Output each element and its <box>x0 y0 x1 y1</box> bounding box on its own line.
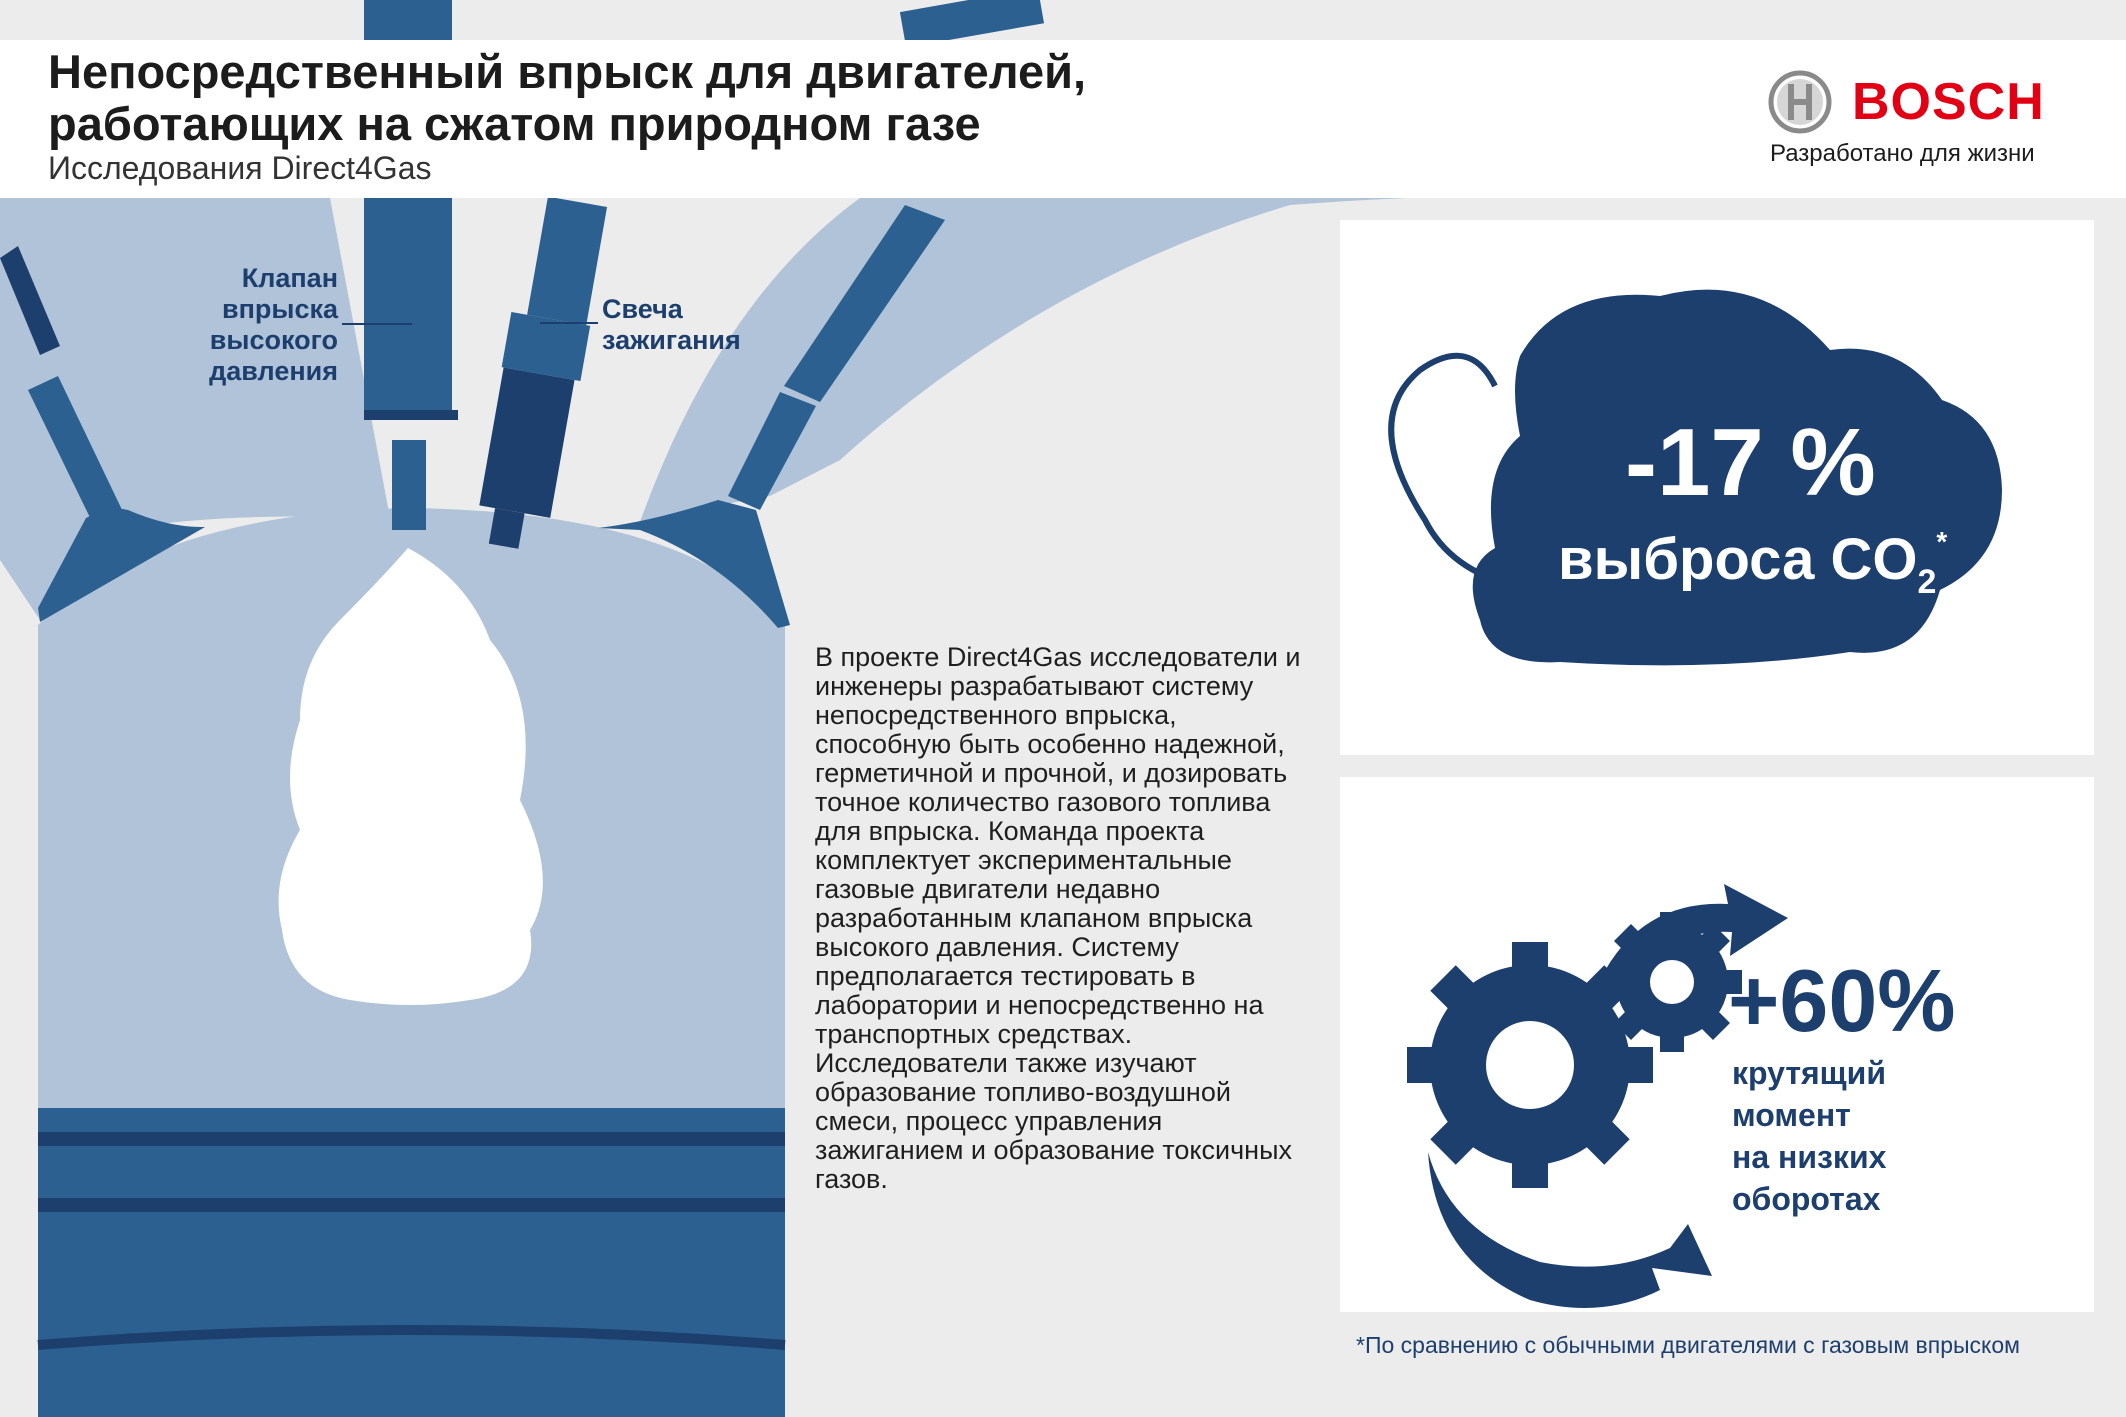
gears-icon <box>1407 884 1788 1308</box>
label-line: впрыска <box>221 294 338 324</box>
co2-label-text: выброса CO <box>1558 527 1918 592</box>
label-line: момент <box>1732 1097 1851 1133</box>
co2-subscript: 2 <box>1917 563 1937 601</box>
label-line: Клапан <box>241 263 338 293</box>
co2-reduction-value: -17 % <box>1625 409 1876 516</box>
torque-gain-value: +60% <box>1728 951 1956 1050</box>
brand-slogan: Разработано для жизни <box>1770 140 2035 167</box>
label-line: крутящий <box>1732 1055 1887 1091</box>
label-line: давления <box>209 356 338 386</box>
label-line: зажигания <box>602 325 741 355</box>
label-line: Свеча <box>602 294 683 324</box>
title-line: Непосредственный впрыск для двигателей, <box>48 45 1087 98</box>
brand-name: BOSCH <box>1852 73 2045 131</box>
torque-gain-label <box>1732 1052 1886 1220</box>
page-subtitle: Исследования Direct4Gas <box>48 150 432 186</box>
co2-footnote-mark: * <box>1936 526 1948 557</box>
title-line: работающих на сжатом природном газе <box>48 97 981 150</box>
label-line: высокого <box>209 325 338 355</box>
label-line: оборотах <box>1732 1181 1881 1217</box>
project-description: В проекте Direct4Gas исследователи и инженеры разрабатывают систему непосредственного впрыска, способную быть особенно надежной, герметичной и прочной, и дозировать точное количество газового топлива для впрыска. Команда проекта комплектует экспериментальные газовые двигатели недавно разработанным клапаном впрыска высокого давления. Систему предполагается тестировать в лаборатории и непосредственно на транспортных средствах. Исследователи также изучают образование топливо-воздушной смеси, процесс управления зажиганием и образование токсичных газов. <box>815 642 1301 1194</box>
label-line: на низких <box>1732 1139 1887 1175</box>
co2-reduction-label <box>1558 526 1948 601</box>
footnote: *По сравнению с обычными двигателями с газовым впрыском <box>1356 1332 2020 1358</box>
